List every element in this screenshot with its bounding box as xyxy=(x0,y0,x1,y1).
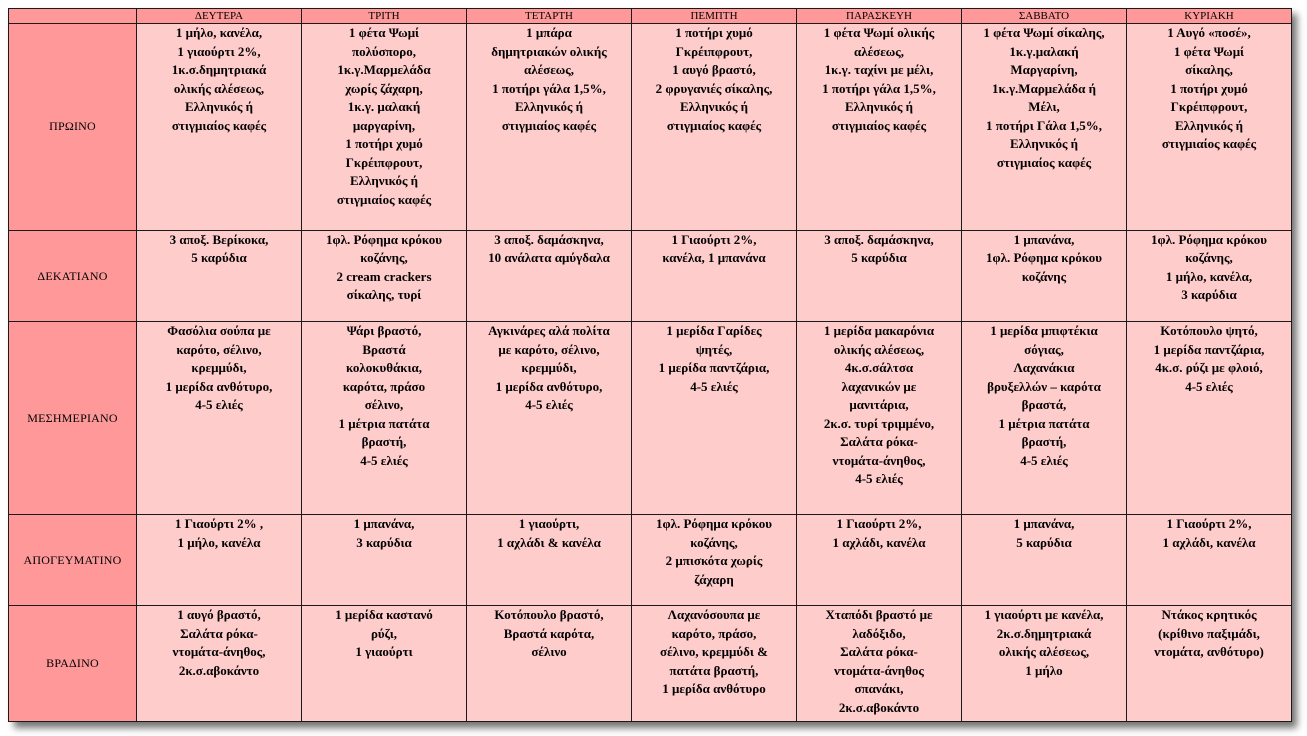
meal-row-mid-morning xyxy=(9,230,1292,321)
meal-cell: Κοτόπουλο ψητό, 1 μερίδα παντζάρια, 4κ.σ. ρύζι με φλοιό, 4-5 ελιές xyxy=(1127,322,1292,515)
day-header-monday: ΔΕΥΤΕΡΑ xyxy=(137,9,302,24)
meal-label-breakfast: ΠΡΩΙΝΟ xyxy=(9,24,137,231)
meal-cell: 1φλ. Ρόφημα κρόκου κοζάνης, 2 μπισκότα χωρίς ζάχαρη xyxy=(632,515,797,606)
meal-cell: 1 μερίδα καστανό ρύζι, 1 γιαούρτι xyxy=(302,606,467,722)
meal-label-dinner: ΒΡΑΔΙΝΟ xyxy=(9,606,137,722)
meal-cell: Ψάρι βραστό, Βραστά κολοκυθάκια, καρότα, πράσο σέλινο, 1 μέτρια πατάτα βραστή, 4-5 ελιές xyxy=(302,322,467,515)
meal-row-dinner xyxy=(9,606,1292,722)
meal-cell: 1 μερίδα μακαρόνια ολικής αλέσεως, 4κ.σ.σάλτσα λαχανικών με μανιτάρια, 2κ.σ. τυρί τριμμένο, Σαλάτα ρόκα- ντομάτα-άνηθος, 4-5 ελιές xyxy=(797,322,962,515)
meal-cell: 1 Γιαούρτι 2%, κανέλα, 1 μπανάνα xyxy=(632,230,797,321)
day-header-tuesday: ΤΡΙΤΗ xyxy=(302,9,467,24)
meal-cell: 1 μπανάνα, 5 καρύδια xyxy=(962,515,1127,606)
day-header-row xyxy=(9,9,1292,24)
meal-label-mid-morning: ΔΕΚΑΤΙΑΝΟ xyxy=(9,230,137,321)
meal-row-afternoon xyxy=(9,515,1292,606)
meal-cell: 1φλ. Ρόφημα κρόκου κοζάνης, 2 cream crackers σίκαλης, τυρί xyxy=(302,230,467,321)
day-header-wednesday: ΤΕΤΑΡΤΗ xyxy=(467,9,632,24)
meal-cell: 1 μπανάνα, 3 καρύδια xyxy=(302,515,467,606)
meal-row-lunch xyxy=(9,322,1292,515)
day-header-sunday: ΚΥΡΙΑΚΗ xyxy=(1127,9,1292,24)
meal-cell: 1 φέτα Ψωμί σίκαλης, 1κ.γ.μαλακή Μαργαρίνη, 1κ.γ.Μαρμελάδα ή Μέλι, 1 ποτήρι Γάλα 1,5%, Ελληνικός ή στιγμιαίος καφές xyxy=(962,24,1127,231)
meal-cell: 3 αποξ. δαμάσκηνα, 10 ανάλατα αμύγδαλα xyxy=(467,230,632,321)
meal-cell: 1φλ. Ρόφημα κρόκου κοζάνης, 1 μήλο, κανέλα, 3 καρύδια xyxy=(1127,230,1292,321)
meal-cell: 1 μερίδα μπιφτέκια σόγιας, Λαχανάκια βρυξελλών – καρότα βραστά, 1 μέτρια πατάτα βραστή, 4-5 ελιές xyxy=(962,322,1127,515)
meal-cell: Χταπόδι βραστό με λαδόξιδο, Σαλάτα ρόκα- ντομάτα-άνηθος σπανάκι, 2κ.σ.αβοκάντο xyxy=(797,606,962,722)
meal-cell: 1 Γιαούρτι 2% , 1 μήλο, κανέλα xyxy=(137,515,302,606)
meal-cell: 1 μερίδα Γαρίδες ψητές, 1 μερίδα παντζάρια, 4-5 ελιές xyxy=(632,322,797,515)
day-header-saturday: ΣΑΒΒΑΤΟ xyxy=(962,9,1127,24)
meal-cell: Φασόλια σούπα με καρότο, σέλινο, κρεμμύδι, 1 μερίδα ανθότυρο, 4-5 ελιές xyxy=(137,322,302,515)
meal-cell: Ντάκος κρητικός (κρίθινο παξιμάδι, ντομάτα, ανθότυρο) xyxy=(1127,606,1292,722)
day-header-friday: ΠΑΡΑΣΚΕΥΗ xyxy=(797,9,962,24)
meal-cell: 1 μπάρα δημητριακών ολικής αλέσεως, 1 ποτήρι γάλα 1,5%, Ελληνικός ή στιγμιαίος καφές xyxy=(467,24,632,231)
meal-cell: Κοτόπουλο βραστό, Βραστά καρότα, σέλινο xyxy=(467,606,632,722)
meal-label-lunch: ΜΕΣΗΜΕΡΙΑΝΟ xyxy=(9,322,137,515)
meal-cell: 1 φέτα Ψωμί ολικής αλέσεως, 1κ.γ. ταχίνι με μέλι, 1 ποτήρι γάλα 1,5%, Ελληνικός ή στιγμιαίος καφές xyxy=(797,24,962,231)
meal-cell: 3 αποξ. Βερίκοκα, 5 καρύδια xyxy=(137,230,302,321)
meal-cell: 1 αυγό βραστό, Σαλάτα ρόκα- ντομάτα-άνηθος, 2κ.σ.αβοκάντο xyxy=(137,606,302,722)
header-corner xyxy=(9,9,137,24)
meal-cell: 1 γιαούρτι με κανέλα, 2κ.σ.δημητριακά ολικής αλέσεως, 1 μήλο xyxy=(962,606,1127,722)
meal-cell: Αγκινάρες αλά πολίτα με καρότο, σέλινο, κρεμμύδι, 1 μερίδα ανθότυρο, 4-5 ελιές xyxy=(467,322,632,515)
meal-cell: 1 Γιαούρτι 2%, 1 αχλάδι, κανέλα xyxy=(1127,515,1292,606)
meal-cell: 1 Αυγό «ποσέ», 1 φέτα Ψωμί σίκαλης, 1 ποτήρι χυμό Γκρέιπφρουτ, Ελληνικός ή στιγμιαίος καφές xyxy=(1127,24,1292,231)
meal-cell: 1 ποτήρι χυμό Γκρέιπφρουτ, 1 αυγό βραστό, 2 φρυγανιές σίκαλης, Ελληνικός ή στιγμιαίος καφές xyxy=(632,24,797,231)
meal-cell: 1 Γιαούρτι 2%, 1 αχλάδι, κανέλα xyxy=(797,515,962,606)
weekly-meal-plan-table xyxy=(8,8,1292,722)
meal-cell: Λαχανόσουπα με καρότο, πράσο, σέλινο, κρεμμύδι & πατάτα βραστή, 1 μερίδα ανθότυρο xyxy=(632,606,797,722)
meal-plan-frame xyxy=(8,8,1291,722)
meal-cell: 1 μήλο, κανέλα, 1 γιαούρτι 2%, 1κ.σ.δημητριακά ολικής αλέσεως, Ελληνικός ή στιγμιαίος καφές xyxy=(137,24,302,231)
meal-row-breakfast xyxy=(9,24,1292,231)
meal-label-afternoon: ΑΠΟΓΕΥΜΑΤΙΝΟ xyxy=(9,515,137,606)
meal-cell: 1 μπανάνα, 1φλ. Ρόφημα κρόκου κοζάνης xyxy=(962,230,1127,321)
meal-cell: 1 γιαούρτι, 1 αχλάδι & κανέλα xyxy=(467,515,632,606)
meal-cell: 1 φέτα Ψωμί πολύσπορο, 1κ.γ.Μαρμελάδα χωρίς ζάχαρη, 1κ.γ. μαλακή μαργαρίνη, 1 ποτήρι χυμό Γκρέιπφρουτ, Ελληνικός ή στιγμιαίος καφές xyxy=(302,24,467,231)
meal-cell: 3 αποξ. δαμάσκηνα, 5 καρύδια xyxy=(797,230,962,321)
day-header-thursday: ΠΕΜΠΤΗ xyxy=(632,9,797,24)
